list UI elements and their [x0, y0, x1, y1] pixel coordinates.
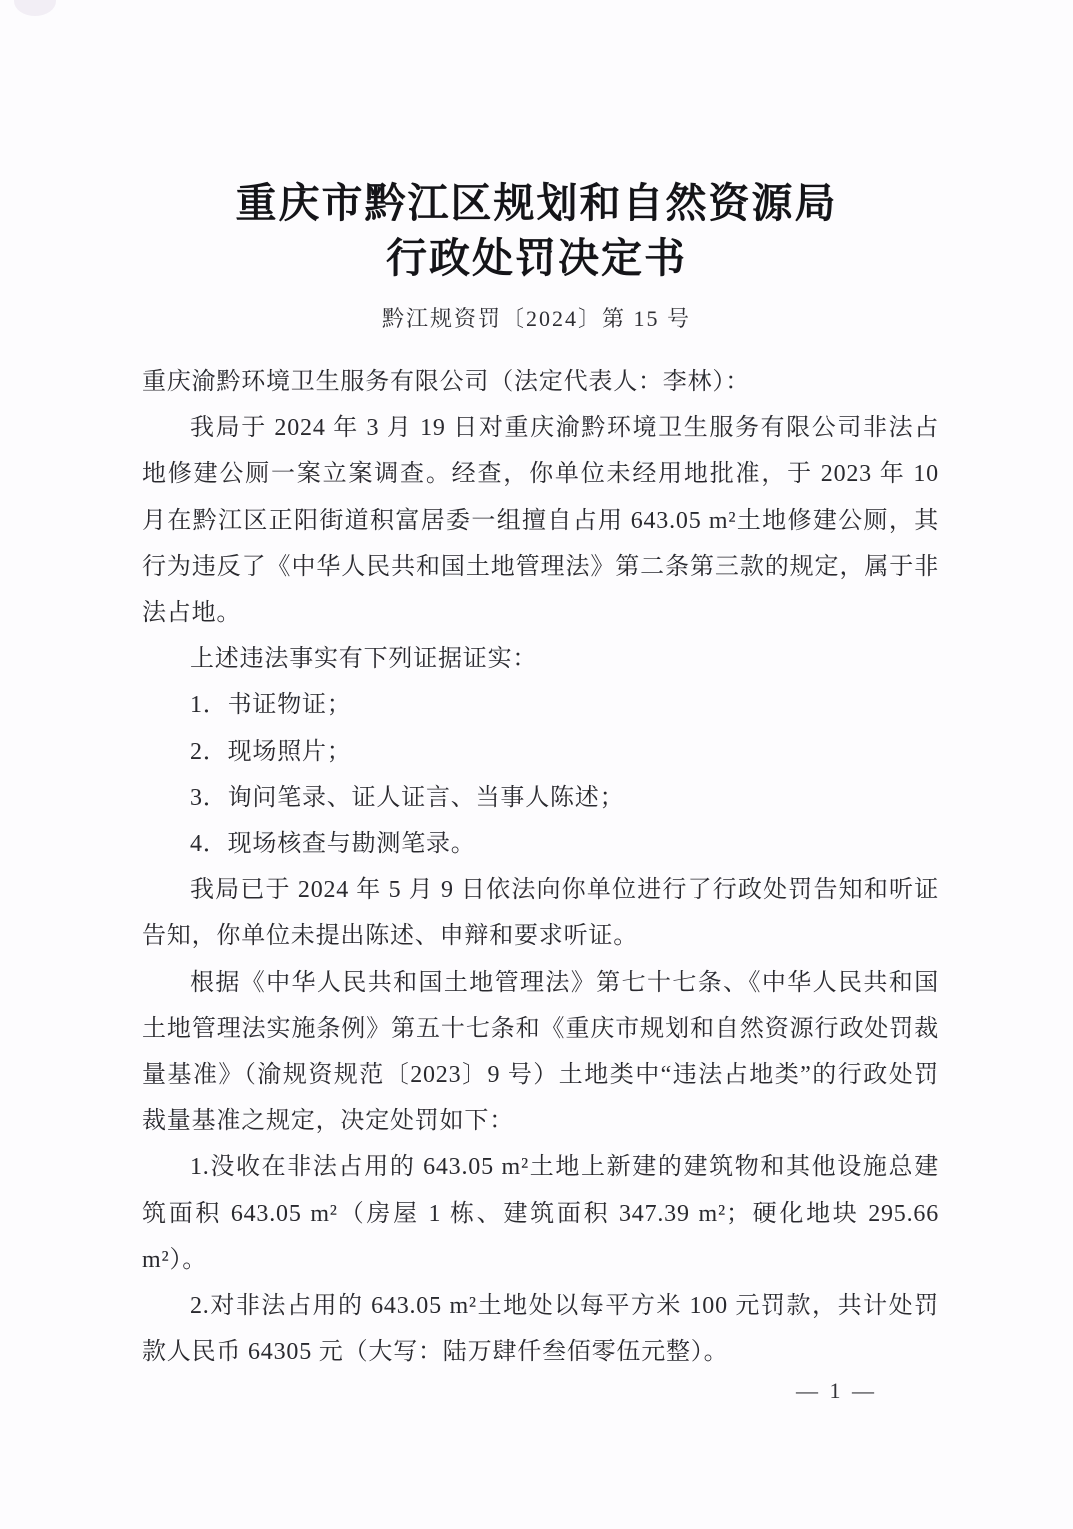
penalty-item-1: 1.没收在非法占用的 643.05 m²土地上新建的建筑物和其他设施总建筑面积 643.05 m²（房屋 1 栋、建筑面积 347.39 m²；硬化地块 295.66 m²）。: [142, 1154, 939, 1273]
document-title-line1: 重庆市黔江区规划和自然资源局: [235, 180, 838, 226]
evidence-item-4: 4．现场核查与勘测笔录。: [190, 831, 476, 858]
page-number: — 1 —: [796, 1378, 877, 1403]
document-number: 黔江规资罚〔2024〕第 15 号: [381, 306, 691, 331]
paragraph-case-findings: 我局于 2024 年 3 月 19 日对重庆渝黔环境卫生服务有限公司非法占地修建公厕一案立案调查。经查，你单位未经用地批准，于 2023 年 10 月在黔江区正阳街道积富居委一组擅自占用 643.05 m²土地修建公厕，其行为违反了《中华人民共和国土地管理法》第二条第三款的规定，属于非法占地。: [142, 415, 939, 627]
document-body: [142, 359, 939, 1375]
evidence-item-2: 2．现场照片；: [190, 738, 352, 765]
evidence-item-1: 1．书证物证；: [190, 692, 352, 719]
document-title-line2: 行政处罚决定书: [386, 235, 687, 281]
scan-smudge-artifact: [14, 0, 56, 16]
paragraph-addressee: 重庆渝黔环境卫生服务有限公司（法定代表人：李林）：: [142, 369, 750, 395]
paragraph-notification: 我局已于 2024 年 5 月 9 日依法向你单位进行了行政处罚告知和听证告知，你单位未提出陈述、申辩和要求听证。: [142, 877, 939, 950]
document-header: [0, 176, 1073, 333]
evidence-item-3: 3．询问笔录、证人证言、当事人陈述；: [190, 784, 625, 811]
penalty-item-2: 2.对非法占用的 643.05 m²土地处以每平方米 100 元罚款，共计处罚款人民币 64305 元（大写：陆万肆仟叁佰零伍元整）。: [142, 1293, 939, 1366]
paragraph-evidence-intro: 上述违法事实有下列证据证实：: [190, 646, 538, 673]
paragraph-legal-basis: 根据《中华人民共和国土地管理法》第七十七条、《中华人民共和国土地管理法实施条例》第五十七条和《重庆市规划和自然资源行政处罚裁量基准》（渝规资规范〔2023〕9 号）土地类中“违法占地类”的行政处罚裁量基准之规定，决定处罚如下：: [142, 969, 939, 1135]
